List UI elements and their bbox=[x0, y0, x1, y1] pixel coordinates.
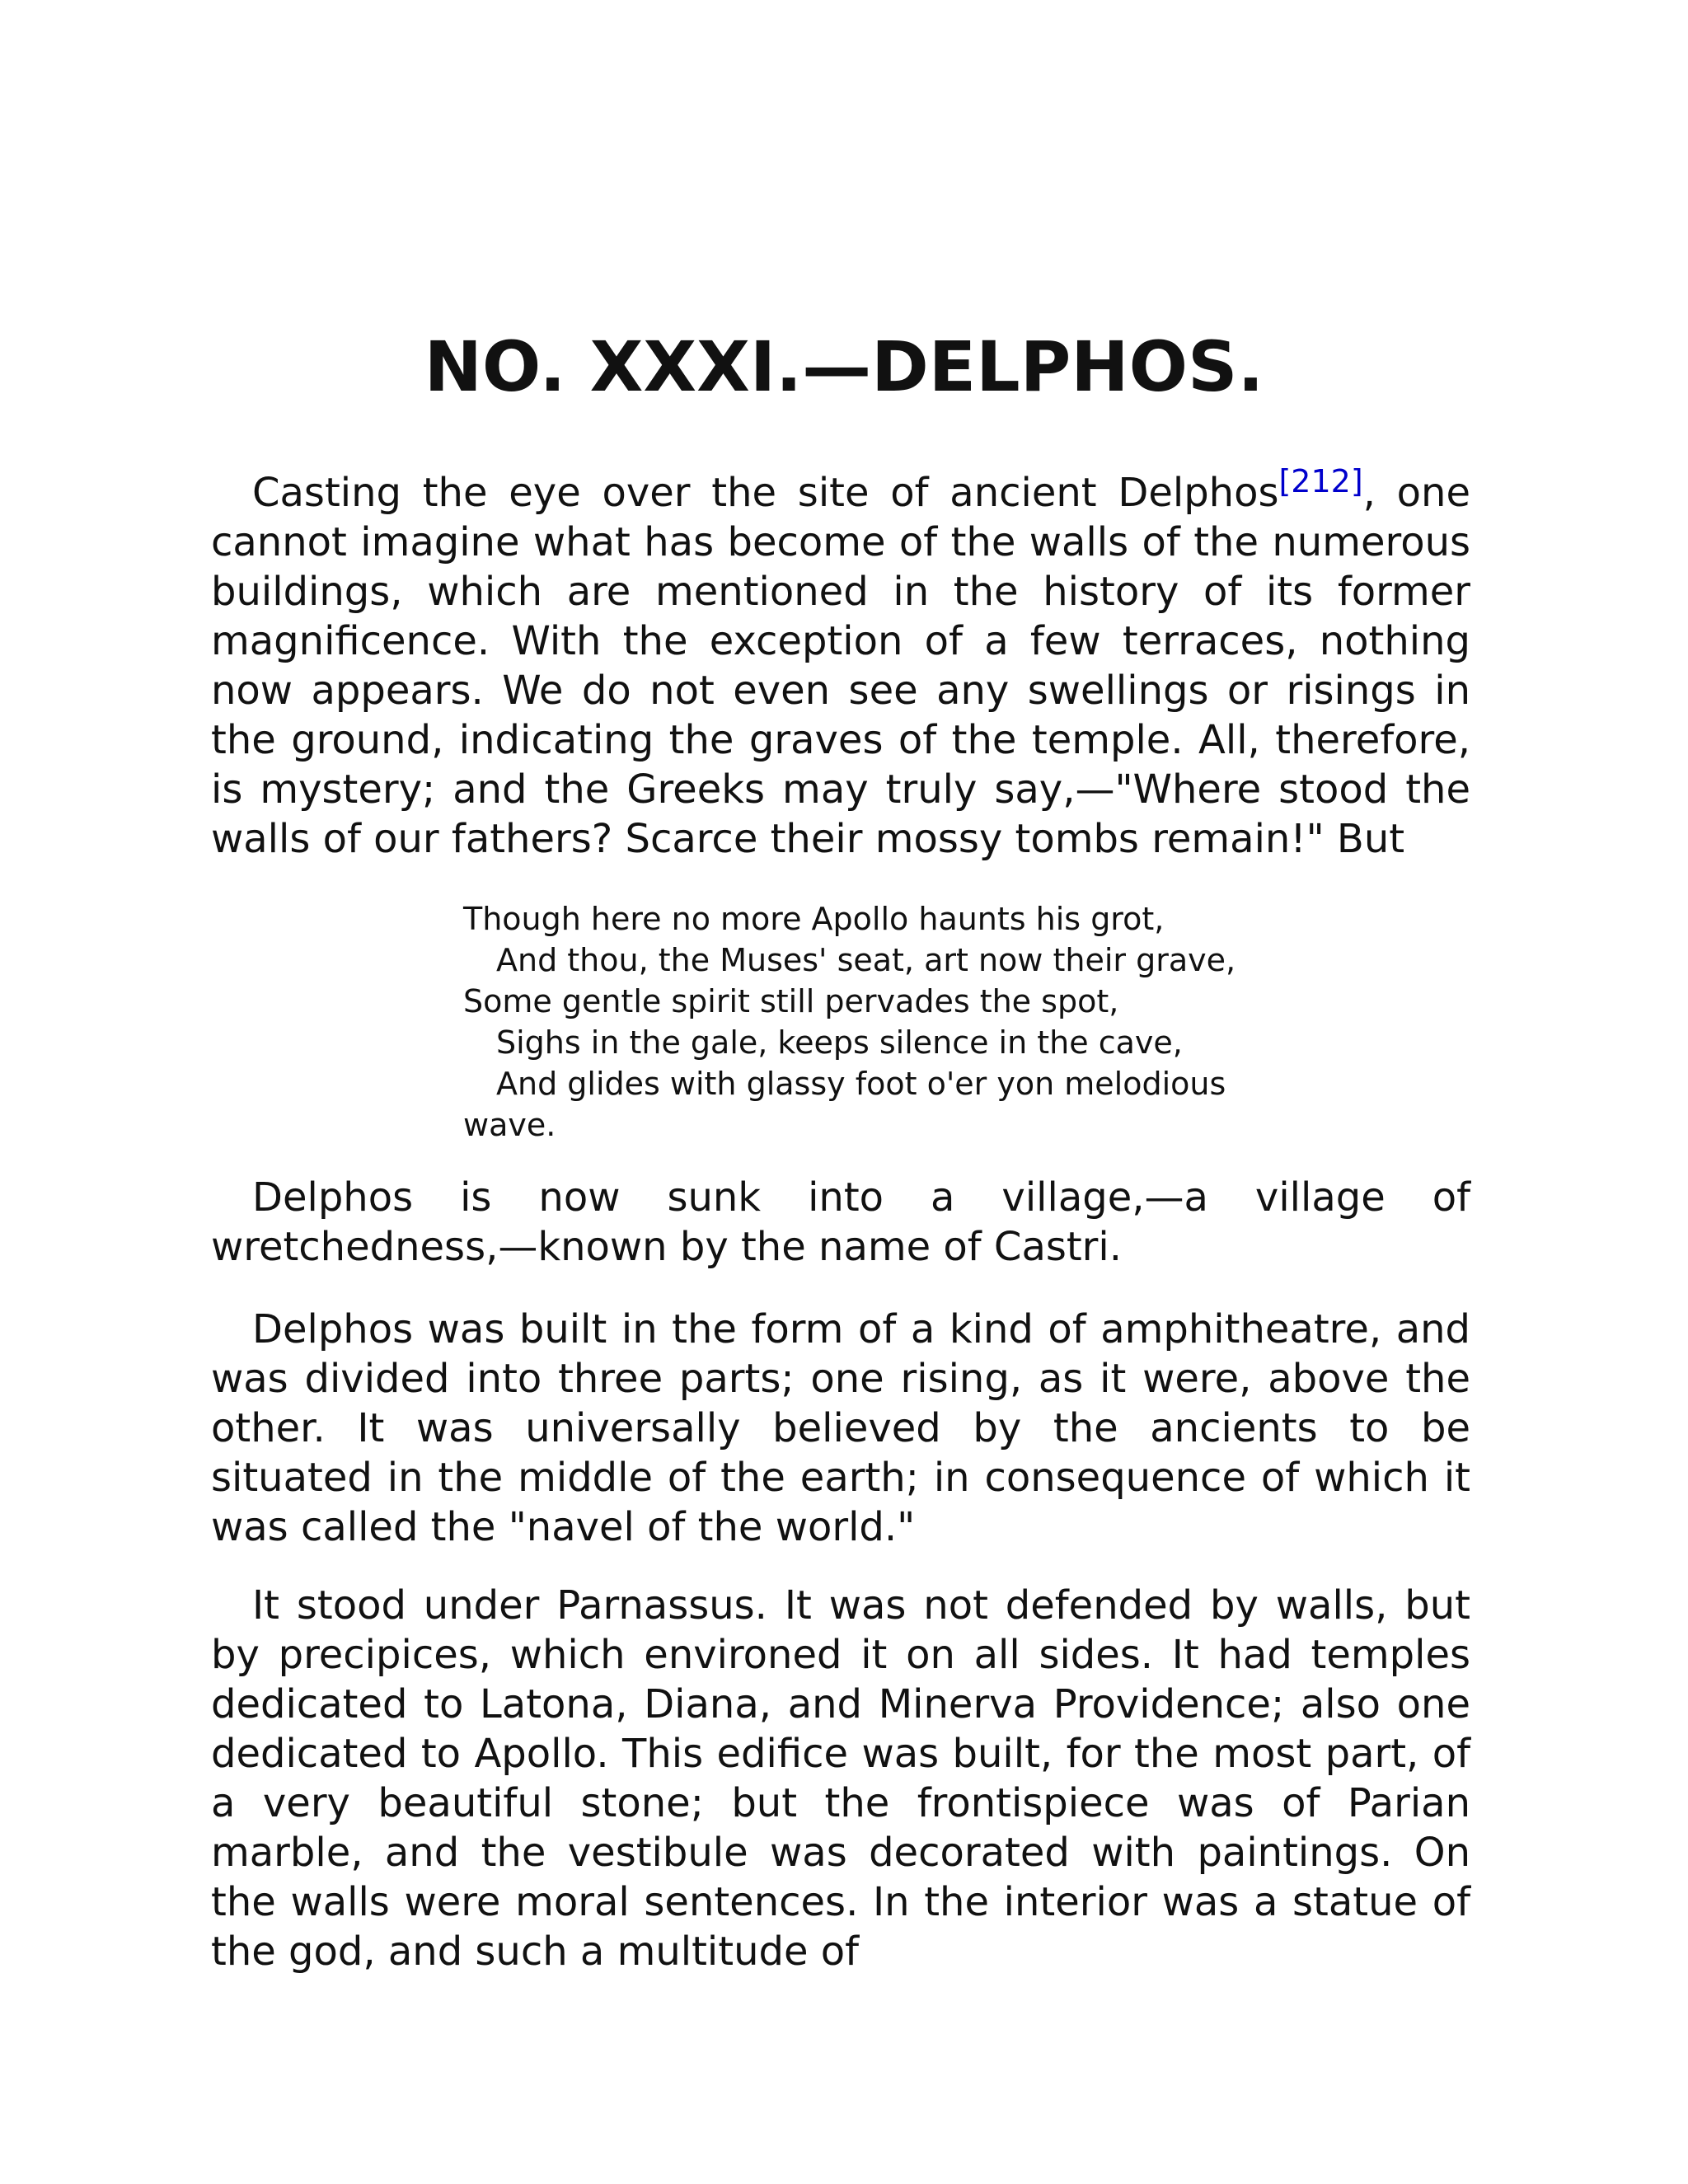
poem-line-1: Though here no more Apollo haunts his grot, bbox=[463, 901, 1165, 937]
poem-line-3: Some gentle spirit still pervades the spot, bbox=[463, 983, 1119, 1019]
chapter-title: NO. XXXI.—DELPHOS. bbox=[424, 326, 1264, 407]
paragraph-4: It stood under Parnassus. It was not defended by walls, but by precipices, which environed it on all sides. It had temples dedicated to Latona, Diana, and Minerva Providence; also one dedicated to Apollo. This edifice was built, for the most part, of a very beautiful stone; but the frontispiece was of Parian marble, and the vestibule was decorated with paintings. On the walls were moral sentences. In the interior was a statue of the god, and such a multitude of bbox=[211, 1582, 1470, 1975]
poem-line-4: Sighs in the gale, keeps silence in the cave, bbox=[496, 1024, 1183, 1061]
poem-line-6: wave. bbox=[463, 1107, 556, 1143]
poem-quotation bbox=[463, 898, 1287, 1146]
paragraph-1-text-end: , one cannot imagine what has become of the walls of the numerous buildings, which are mentioned in the history of its former magnificence. With the exception of a few terraces, nothing now appears. We do not even see any swellings or risings in the ground, indicating the graves of the temple. All, therefore, is mystery; and the Greeks may truly say,—"Where stood the walls of our fathers? Scarce their mossy tombs remain!" But bbox=[211, 470, 1470, 862]
poem-line-2: And thou, the Muses' seat, art now their grave, bbox=[496, 942, 1236, 978]
paragraph-1 bbox=[211, 463, 1470, 864]
paragraph-1-text-start: Casting the eye over the site of ancient Delphos bbox=[252, 470, 1279, 516]
paragraph-3: Delphos was built in the form of a kind of amphitheatre, and was divided into three parts; one rising, as it were, above the other. It was universally believed by the ancients to be situated in the middle of the earth; in consequence of which it was called the "navel of the world." bbox=[211, 1306, 1470, 1550]
poem-line-5: And glides with glassy foot o'er yon melodious bbox=[496, 1066, 1226, 1102]
paragraph-2: Delphos is now sunk into a village,—a village of wretchedness,—known by the name of Castri. bbox=[211, 1174, 1470, 1270]
footnote-link-212[interactable]: [212] bbox=[1278, 463, 1363, 499]
